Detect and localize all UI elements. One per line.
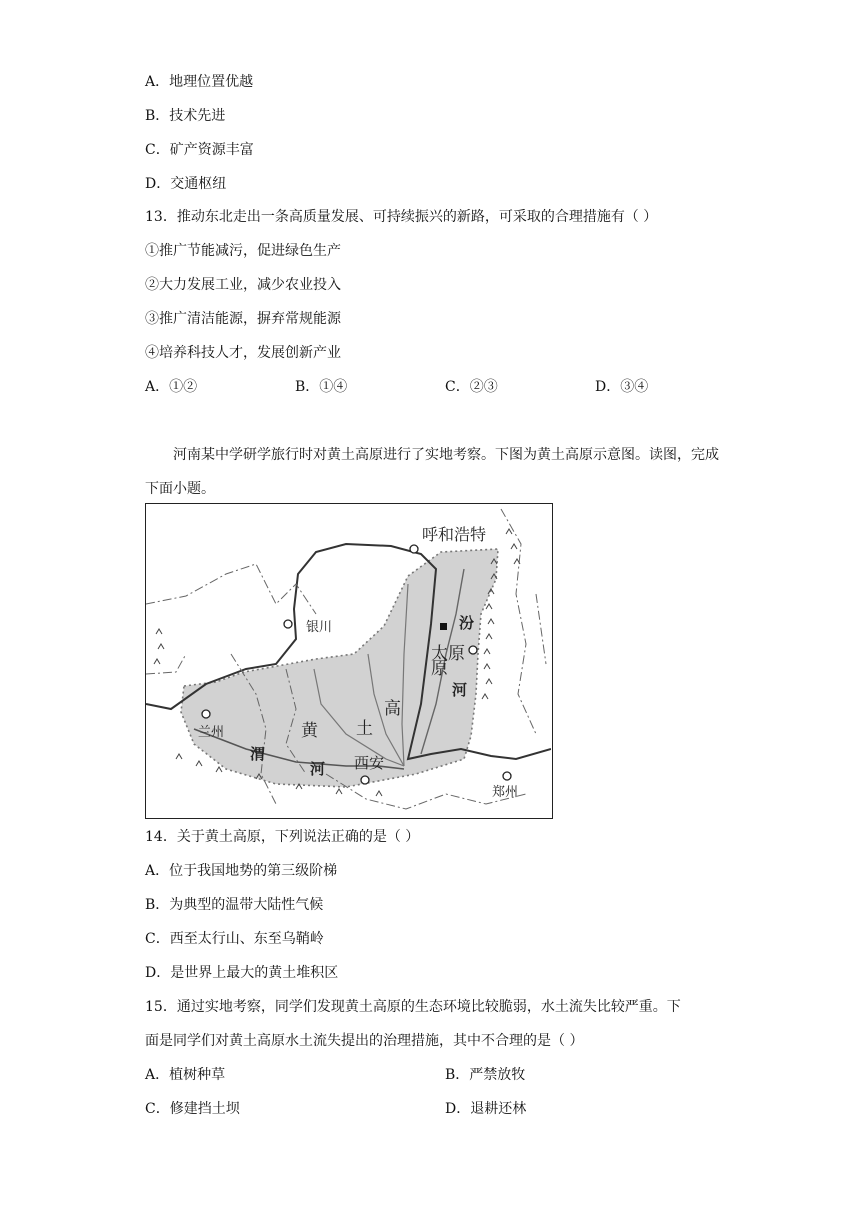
taiyuan-capital-icon bbox=[440, 623, 447, 630]
option-a: A．地理位置优越 bbox=[145, 74, 254, 90]
label-tu: 土 bbox=[356, 719, 373, 739]
q14-option-c: C．西至太行山、东至乌鞘岭 bbox=[145, 931, 324, 947]
label-yinchuan: 银川 bbox=[306, 620, 333, 635]
q13-item-3: ③推广清洁能源，摒弃常规能源 bbox=[145, 311, 341, 327]
label-zhengzhou: 郑州 bbox=[492, 785, 519, 800]
q15-option-b: B．严禁放牧 bbox=[445, 1067, 526, 1083]
label-he-1: 河 bbox=[452, 681, 468, 699]
xian-city-icon bbox=[361, 776, 369, 784]
q14-option-a: A．位于我国地势的第三级阶梯 bbox=[145, 863, 338, 879]
lanzhou-city-icon bbox=[202, 710, 210, 718]
q14-option-d: D．是世界上最大的黄土堆积区 bbox=[145, 965, 339, 981]
q15-stem-line-2: 面是同学们对黄土高原水土流失提出的治理措施，其中不合理的是（ ） bbox=[145, 1033, 584, 1049]
option-d: D．交通枢纽 bbox=[145, 176, 227, 192]
label-yuan: 原 bbox=[431, 659, 448, 679]
q15-option-d: D．退耕还林 bbox=[445, 1101, 527, 1117]
label-huang: 黄 bbox=[301, 721, 318, 741]
hohhot-city-icon bbox=[410, 545, 418, 553]
label-hohhot: 呼和浩特 bbox=[422, 525, 487, 544]
q13-option-b: B．①④ bbox=[295, 379, 348, 395]
option-c: C．矿产资源丰富 bbox=[145, 142, 254, 158]
q13-stem: 13．推动东北走出一条高质量发展、可持续振兴的新路，可采取的合理措施有（ ） bbox=[145, 209, 658, 225]
q13-option-c: C．②③ bbox=[445, 379, 498, 395]
label-taiyuan: 太原 bbox=[431, 644, 465, 664]
q13-option-d: D．③④ bbox=[595, 379, 649, 395]
q13-option-a: A．①② bbox=[145, 379, 198, 395]
q13-item-4: ④培养科技人才，发展创新产业 bbox=[145, 345, 341, 361]
label-gao: 高 bbox=[384, 699, 401, 719]
loess-plateau-map bbox=[145, 503, 553, 819]
taiyuan-city-icon bbox=[469, 646, 477, 654]
label-he-2: 河 bbox=[310, 760, 326, 778]
q13-item-2: ②大力发展工业，减少农业投入 bbox=[145, 277, 341, 293]
label-lanzhou: 兰州 bbox=[198, 725, 225, 740]
q14-stem: 14．关于黄土高原，下列说法正确的是（ ） bbox=[145, 829, 420, 845]
q14-option-b: B．为典型的温带大陆性气候 bbox=[145, 897, 324, 913]
q15-option-c: C．修建挡土坝 bbox=[145, 1101, 240, 1117]
zhengzhou-city-icon bbox=[503, 772, 511, 780]
material-intro: 河南某中学研学旅行时对黄土高原进行了实地考察。下图为黄土高原示意图。读图，完成下面小题。 bbox=[145, 447, 719, 497]
label-fen: 汾 bbox=[459, 614, 475, 632]
q13-item-1: ①推广节能减污，促进绿色生产 bbox=[145, 243, 341, 259]
q15-stem-line-1: 15．通过实地考察，同学们发现黄土高原的生态环境比较脆弱，水土流失比较严重。下 bbox=[145, 999, 681, 1015]
q15-option-a: A．植树种草 bbox=[145, 1067, 226, 1083]
label-wei: 渭 bbox=[250, 745, 266, 763]
option-b: B．技术先进 bbox=[145, 108, 226, 124]
label-xian: 西安 bbox=[354, 754, 385, 772]
yinchuan-city-icon bbox=[284, 620, 292, 628]
